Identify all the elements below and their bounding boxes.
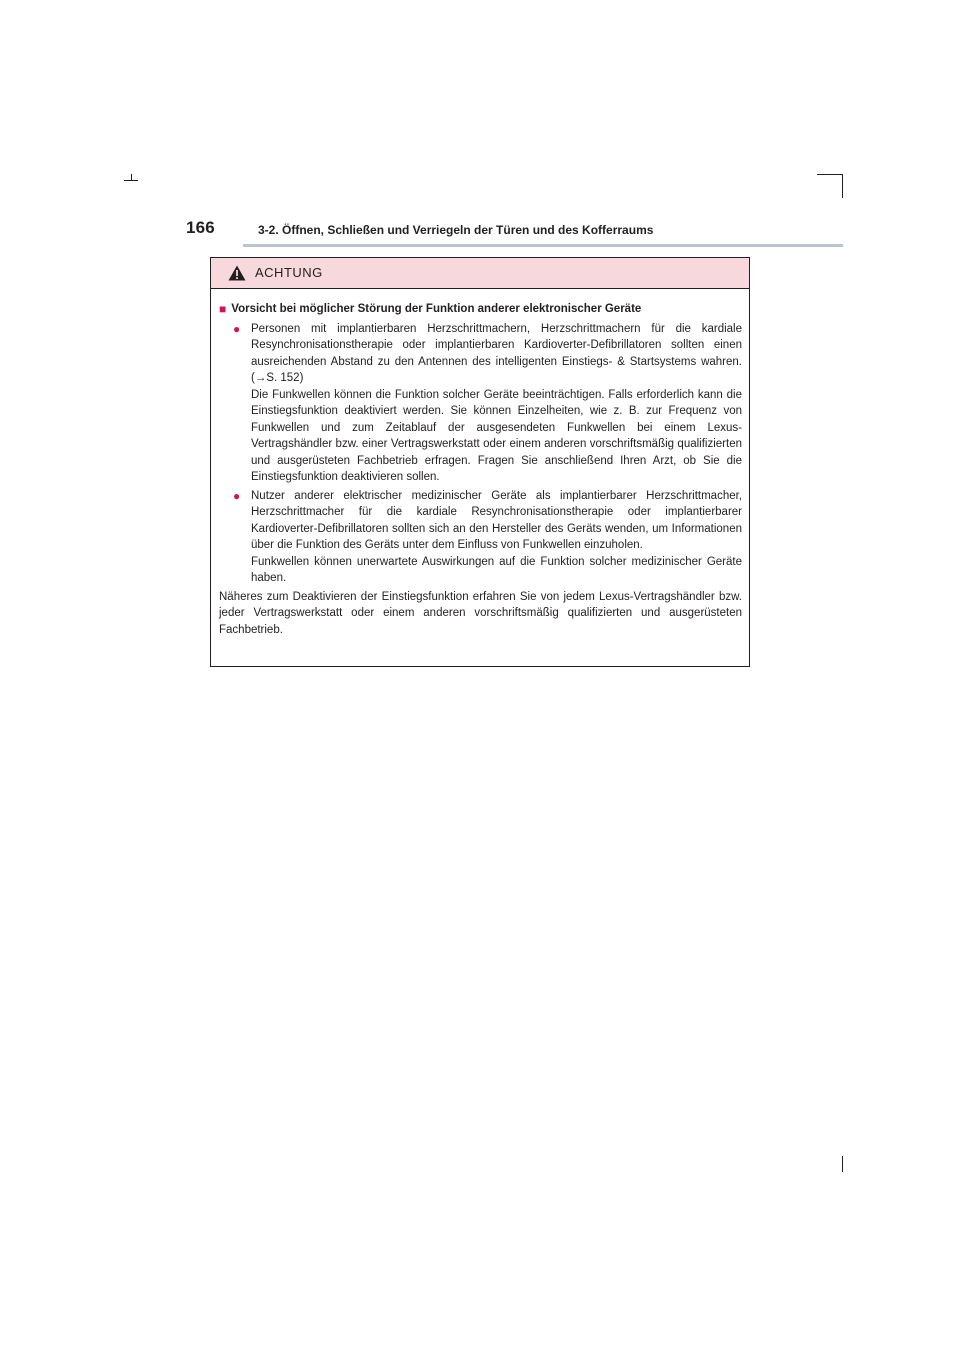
circle-bullet-icon: ●: [233, 321, 241, 336]
warning-note: Näheres zum Deaktivieren der Einstiegsfunktion erfahren Sie von jedem Lexus-Vertragshändler bzw. jeder Vertragswerkstatt oder einem anderen vorschriftsmäßig qualifizierten und ausgerüsteten Fachbetrieb.: [219, 590, 742, 636]
warning-heading: [219, 301, 742, 318]
paragraph: Personen mit implantierbaren Herzschrittmachern, Herzschrittmachern für die kardiale Resynchronisationstherapie oder implantierbaren Kardioverter-Defibrillatoren sollten einen ausreichenden Abstand zu den Antennen des intelligenten Einstiegs- & Startsystems wahren. (→S. 152): [251, 322, 742, 384]
crop-mark-top-right: [817, 174, 843, 175]
paragraph: Funkwellen können unerwartete Auswirkungen auf die Funktion solcher medizinischer Geräte haben.: [251, 555, 742, 584]
list-item-text: [251, 321, 742, 486]
warning-triangle-icon: [228, 265, 246, 281]
crop-mark-top-right: [842, 174, 843, 198]
warning-box: [210, 257, 750, 667]
section-title: 3-2. Öffnen, Schließen und Verriegeln der Türen und des Kofferraums: [258, 223, 654, 237]
page-number: 166: [186, 218, 215, 237]
crop-mark-bottom-right: [842, 1156, 843, 1172]
crop-mark-top-left: [124, 180, 138, 181]
warning-body: [211, 289, 749, 638]
list-item-text: [251, 488, 742, 587]
warning-header: [211, 258, 749, 289]
list-item: [233, 488, 742, 587]
warning-heading-text: Vorsicht bei möglicher Störung der Funktion anderer elektronischer Geräte: [231, 303, 642, 315]
paragraph: Die Funkwellen können die Funktion solcher Geräte beeinträchtigen. Falls erforderlich kann die Einstiegsfunktion deaktiviert werden. Sie können Einzelheiten, wie z. B. zur Frequenz von Funkwellen und zum Zeitablauf der ausgesendeten Funkwellen bei einem Lexus-Vertragshändler bzw. einer Vertragswerkstatt oder einem anderen vorschriftsmäßig qualifizierten und ausgerüsteten Fachbetrieb erfragen. Fragen Sie anschließend Ihren Arzt, ob Sie die Einstiegsfunktion deaktivieren sollen.: [251, 388, 742, 483]
paragraph: Nutzer anderer elektrischer medizinischer Geräte als implantierbarer Herzschrittmacher, Herzschrittmacher für die kardiale Resynchronisationstherapie oder implantierbarer Kardioverter-Defibrillatoren sollten sich an den Hersteller des Geräts wenden, um Informationen über die Funktion des Geräts unter dem Einfluss von Funkwellen einzuholen.: [251, 489, 742, 551]
square-bullet-icon: ■: [219, 302, 227, 316]
circle-bullet-icon: ●: [233, 488, 241, 503]
header-rule: [243, 244, 843, 247]
warning-label: ACHTUNG: [255, 265, 323, 280]
list-item: [233, 321, 742, 486]
